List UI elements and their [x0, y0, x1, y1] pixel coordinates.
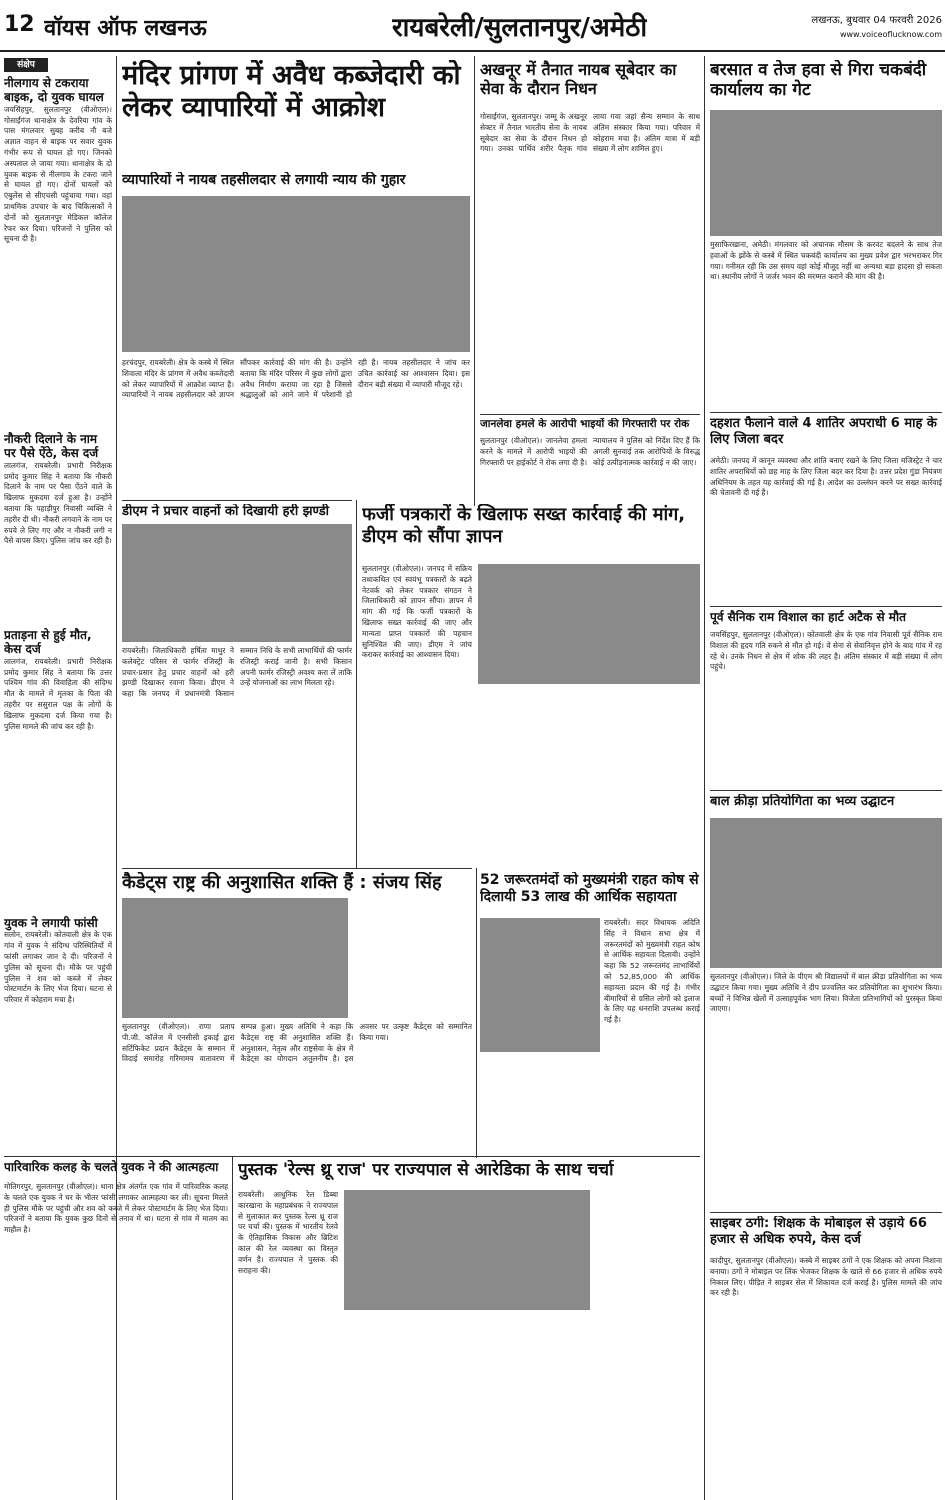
- gate-body: मुसाफिरखाना, अमेठी। मंगलवार को अचानक मौसम के करवट बदलने के साथ तेज हवाओं के झोंके से कस्बे में स्थित चकबंदी कार्यालय का मुख्य प्रवेश द्वार भरभराकर गिर गया। गनीमत रही कि उस समय वहां कोई मौजूद नहीं था अन्यथा बड़ा हादसा हो सकता था। स्थानीय लोगों ने जर्जर भवन की मरम्मत कराने की मांग की है।: [710, 240, 942, 282]
- relief-body: रायबरेली। सदर विधायक अदिति सिंह ने विधान सभा क्षेत्र में जरूरतमंदों को मुख्यमंत्री राहत कोष से आर्थिक सहायता दिलायी। उन्होंने कहा कि 52 जरूरतमंद लाभार्थियों को 52,85,000 की आर्थिक सहायता प्रदान की गई है। गंभीर बीमारियों से ग्रसित लोगों को इलाज के लिए यह धनराशि उपलब्ध कराई गई है।: [604, 918, 700, 1025]
- dm-photo: [122, 524, 352, 642]
- rule: [710, 412, 942, 413]
- fake-journalist-photo: [478, 564, 700, 684]
- fake-journalist-body: सुलतानपुर (वीओएल)। जनपद में सक्रिय तथाकथित एवं स्वयंभू पत्रकारों के बढ़ते नेटवर्क को लेकर पत्रकार संगठन ने जिलाधिकारी को ज्ञापन सौंपा। ज्ञापन में मांग की गई कि फर्जी पत्रकारों के खिलाफ सख्त कार्रवाई की जाए और मान्यता प्राप्त पत्रकारों की पहचान सुनिश्चित की जाए। डीएम ने जांच कराकर कार्रवाई का आश्वासन दिया।: [362, 564, 472, 660]
- section-title: रायबरेली/सुलतानपुर/अमेठी: [392, 13, 648, 43]
- paper-name: वॉयस ऑफ लखनऊ: [44, 16, 207, 41]
- column-rule: [476, 868, 477, 1158]
- rule: [122, 868, 472, 869]
- brief-headline: नौकरी दिलाने के नाम पर पैसे ऐंठे, केस दर्ज: [4, 432, 99, 461]
- rule: [710, 790, 942, 791]
- lead-headline: मंदिर प्रांगण में अवैध कब्जेदारी को लेकर व्यापारियों में आक्रोश: [122, 60, 461, 124]
- sports-photo: [710, 818, 942, 968]
- rule: [122, 500, 352, 501]
- gate-photo: [710, 110, 942, 236]
- brief-4: [4, 916, 112, 1150]
- sports-body: सुलतानपुर (वीओएल)। जिले के पीएम श्री विद्यालयों में बाल क्रीड़ा प्रतियोगिता का भव्य उद्घाटन किया गया। मुख्य अतिथि ने दीप प्रज्वलित कर प्रतियोगिता का शुभारंभ किया। बच्चों ने विभिन्न खेलों में उत्साहपूर्वक भाग लिया। विजेता प्रतिभागियों को पुरस्कृत किया जाएगा।: [710, 972, 942, 1014]
- arrest-body: सुलतानपुर (वीओएल)। जानलेवा हमला करने के मामले में आरोपी भाइयों की गिरफ्तारी पर हाईकोर्ट ने रोक लगा दी है। न्यायालय ने पुलिस को निर्देश दिए हैं कि अगली सुनवाई तक आरोपियों के विरुद्ध कोई उत्पीड़नात्मक कार्रवाई न की जाए।: [480, 436, 700, 467]
- dateline: लखनऊ, बुधवार 04 फरवरी 2026: [811, 15, 942, 26]
- naib-headline: अखनूर में तैनात नायब सूबेदार का सेवा के दौरान निधन: [480, 60, 677, 99]
- cadets-photo: [122, 898, 348, 1018]
- arrest-headline: जानलेवा हमले के आरोपी भाइयों की गिरफ्तारी पर रोक: [480, 418, 690, 430]
- dm-headline: डीएम ने प्रचार वाहनों को दिखायी हरी झण्डी: [122, 504, 330, 519]
- rule: [480, 414, 700, 415]
- column-rule: [356, 500, 357, 868]
- lead-subhead: व्यापारियों ने नायब तहसीलदार से लगायी न्याय की गुहार: [122, 172, 406, 188]
- brief-body: लालगंज, रायबरेली। प्रभारी निरीक्षक प्रमोद कुमार सिंह ने बताया कि नौकरी दिलाने के नाम पर पैसा ऐंठने वाले के खिलाफ मुकदमा दर्ज हुआ है। उन्होंने बताया कि पहाड़ीपुर निवासी व्यक्ति ने तहरीर दी थी। नौकरी लगवाने के नाम पर रुपये ले लिए गए और न नौकरी लगी न पैसे वापस किए। पुलिस जांच कर रही है।: [4, 460, 112, 546]
- jila-badar-headline: दहशत फैलाने वाले 4 शातिर अपराधी 6 माह के लिए जिला बदर: [710, 416, 937, 447]
- book-body: रायबरेली। आधुनिक रेल डिब्बा कारखाना के महाप्रबंधक ने राज्यपाल से मुलाकात कर पुस्तक रेल्स थ्रू राज पर चर्चा की। पुस्तक में भारतीय रेलवे के ऐतिहासिक विकास और ब्रिटिश काल की रेल व्यवस्था का विस्तृत वर्णन है। राज्यपाल ने पुस्तक की सराहना की।: [238, 1190, 338, 1275]
- ex-soldier-body: जयसिंहपुर, सुलतानपुर (वीओएल)। कोतवाली क्षेत्र के एक गांव निवासी पूर्व सैनिक राम विशाल की हृदय गति रुकने से मौत हो गई। वे सेना से सेवानिवृत्त होने के बाद गांव में रह रहे थे। उनके निधन से क्षेत्र में शोक की लहर है। अंतिम संस्कार में बड़ी संख्या में लोग पहुंचे।: [710, 630, 942, 672]
- page-number: 12: [4, 12, 35, 37]
- brief-3: [4, 628, 112, 894]
- gate-headline: बरसात व तेज हवा से गिरा चकबंदी कार्यालय का गेट: [710, 60, 927, 101]
- rule: [4, 1156, 700, 1157]
- brief-2: [4, 432, 112, 627]
- sports-headline: बाल क्रीड़ा प्रतियोगिता का भव्य उद्घाटन: [710, 794, 895, 809]
- brief-1: [4, 76, 112, 461]
- column-rule: [232, 1156, 233, 1500]
- book-photo: [344, 1190, 590, 1310]
- brief-body: सलोन, रायबरेली। कोतवाली क्षेत्र के एक गांव में युवक ने संदिग्ध परिस्थितियों में फांसी लगाकर जान दे दी। परिजनों ने पुलिस को सूचना दी। मौके पर पहुंची पुलिस ने शव को कब्जे में लेकर पोस्टमार्टम के लिए भेज दिया। घटना से परिवार में कोहराम मचा है।: [4, 930, 112, 1005]
- rule: [710, 1212, 942, 1213]
- lead-body: हरचंदपुर, रायबरेली। क्षेत्र के कस्बे में स्थित शिवाला मंदिर के प्रांगण में अवैध कब्जेदारी को लेकर व्यापारियों में आक्रोश व्याप्त है। व्यापारियों ने नायब तहसीलदार को ज्ञापन सौंपकर कार्रवाई की मांग की है। उन्होंने बताया कि मंदिर परिसर में कुछ लोगों द्वारा अवैध निर्माण कराया जा रहा है जिससे श्रद्धालुओं को आने जाने में परेशानी हो रही है। नायब तहसीलदार ने जांच कर उचित कार्रवाई का आश्वासन दिया। इस दौरान बड़ी संख्या में व्यापारी मौजूद रहे।: [122, 358, 470, 400]
- brief-headline: नीलगाय से टकराया बाइक, दो युवक घायल: [4, 76, 104, 105]
- book-headline: पुस्तक 'रेल्स थ्रू राज' पर राज्यपाल से आरेडिका के साथ चर्चा: [238, 1160, 614, 1180]
- relief-photo: [480, 918, 600, 1052]
- cyber-headline: साइबर ठगी: शिक्षक के मोबाइल से उड़ाये 66 हजार से अधिक रुपये, केस दर्ज: [710, 1216, 927, 1247]
- cadets-headline: कैडेट्स राष्ट्र की अनुशासित शक्ति हैं : संजय सिंह: [122, 872, 442, 893]
- brief-body: जयसिंहपुर, सुलतानपुर (वीओएल)। गोसाईंगंज थानाक्षेत्र के देवरिया गांव के पास मंगलवार सुबह करीब नौ बजे अज्ञात वाहन से बाइक पर सवार युवक गंभीर रूप से घायल हो गए। जिनको अस्पताल ले जाया गया। थानाक्षेत्र के दो युवक बाइक से नीलगाय के टकरा जाने से घायल हो गए। दोनों घायलों को एंबुलेंस से सीएचसी पहुंचाया गया। वहां प्राथमिक उपचार के बाद चिकित्सकों ने दोनों को सुलतानपुर मेडिकल कॉलेज रेफर कर दिया। परिजनों ने पुलिस को सूचना दी है।: [4, 104, 112, 244]
- column-rule: [474, 56, 475, 506]
- family-headline: पारिवारिक कलह के चलते युवक ने की आत्महत्या: [4, 1160, 219, 1174]
- fake-journalist-headline: फर्जी पत्रकारों के खिलाफ सख्त कार्रवाई की मांग, डीएम को सौंपा ज्ञापन: [362, 504, 686, 547]
- dm-body: रायबरेली। जिलाधिकारी हर्षिता माथुर ने कलेक्ट्रेट परिसर से फार्मर रजिस्ट्री के प्रचार-प्रसार हेतु प्रचार वाहनों को हरी झण्डी दिखाकर रवाना किया। डीएम ने कहा कि जनपद में प्रधानमंत्री किसान सम्मान निधि के सभी लाभार्थियों की फार्मर रजिस्ट्री कराई जानी है। सभी किसान अपनी फार्मर रजिस्ट्री अवश्य करा लें ताकि उन्हें योजनाओं का लाभ मिलता रहे।: [122, 646, 352, 699]
- website: www.voiceoflucknow.com: [839, 30, 942, 39]
- cyber-body: कादीपुर, सुलतानपुर (वीओएल)। कस्बे में साइबर ठगों ने एक शिक्षक को अपना निशाना बनाया। ठगों ने मोबाइल पर लिंक भेजकर शिक्षक के खाते से 66 हजार से अधिक रुपये निकाल लिए। पीड़ित ने साइबर सेल में शिकायत दर्ज कराई है। पुलिस मामले की जांच कर रही है।: [710, 1256, 942, 1298]
- family-body: मोतिगरपुर, सुलतानपुर (वीओएल)। थाना क्षेत्र अंतर्गत एक गांव में पारिवारिक कलह के चलते एक युवक ने घर के भीतर फांसी लगाकर आत्महत्या कर ली। सूचना मिलते ही पुलिस मौके पर पहुंची और शव को कब्जे में लेकर पोस्टमार्टम के लिए भेज दिया। परिजनों ने बताया कि युवक कुछ दिनों से तनाव में था। घटना से गांव में मातम का माहौल है।: [4, 1182, 228, 1235]
- relief-headline: 52 जरूरतमंदों को मुख्यमंत्री राहत कोष से दिलायी 53 लाख की आर्थिक सहायता: [480, 872, 699, 905]
- masthead: [0, 0, 945, 52]
- rule: [710, 606, 942, 607]
- cadets-body: सुलतानपुर (वीओएल)। राणा प्रताप पी.जी. कॉलेज में एनसीसी इकाई द्वारा सर्टिफिकेट प्रदान कैडेट्स के सम्मान में विदाई समारोह गरिमामय वातावरण में सम्पन्न हुआ। मुख्य अतिथि ने कहा कि कैडेट्स राष्ट्र की अनुशासित शक्ति हैं। अनुशासन, नेतृत्व और राष्ट्रसेवा के क्षेत्र में कैडेट्स का योगदान अतुलनीय है। इस अवसर पर उत्कृष्ट कैडेट्स को सम्मानित किया गया।: [122, 1022, 472, 1064]
- brief-body: लालगंज, रायबरेली। प्रभारी निरीक्षक प्रमोद कुमार सिंह ने बताया कि उत्तर पश्चिम गांव की विवाहिता की संदिग्ध मौत के मामले में मृतका के पिता की तहरीर पर ससुराल पक्ष के लोगों के खिलाफ मुकदमा दर्ज किया गया है। पुलिस मामले की जांच कर रही है।: [4, 656, 112, 731]
- briefs-tab: संक्षेप: [4, 58, 48, 72]
- ex-soldier-headline: पूर्व सैनिक राम विशाल का हार्ट अटैक से मौत: [710, 610, 906, 624]
- brief-headline: युवक ने लगायी फांसी: [4, 916, 98, 930]
- column-rule: [704, 56, 705, 1500]
- naib-body: गोसाईंगंज, सुलतानपुर। जम्मू के अखनूर सेक्टर में तैनात भारतीय सेना के नायब सूबेदार का सेवा के दौरान निधन हो गया। उनका पार्थिव शरीर पैतृक गांव लाया गया जहां सैन्य सम्मान के साथ अंतिम संस्कार किया गया। परिवार में कोहराम मचा है। अंतिम यात्रा में बड़ी संख्या में लोग शामिल हुए।: [480, 112, 700, 154]
- lead-photo: [122, 196, 470, 352]
- brief-headline: प्रताड़ना से हुई मौत, केस दर्ज: [4, 628, 92, 657]
- jila-badar-body: अमेठी। जनपद में कानून व्यवस्था और शांति बनाए रखने के लिए जिला मजिस्ट्रेट ने चार शातिर अपराधियों को छह माह के लिए जिला बदर कर दिया है। उत्तर प्रदेश गुंडा नियंत्रण अधिनियम के तहत यह कार्रवाई की गई है। आदेश का उल्लंघन करने पर सख्त कार्रवाई की चेतावनी दी गई है।: [710, 456, 942, 498]
